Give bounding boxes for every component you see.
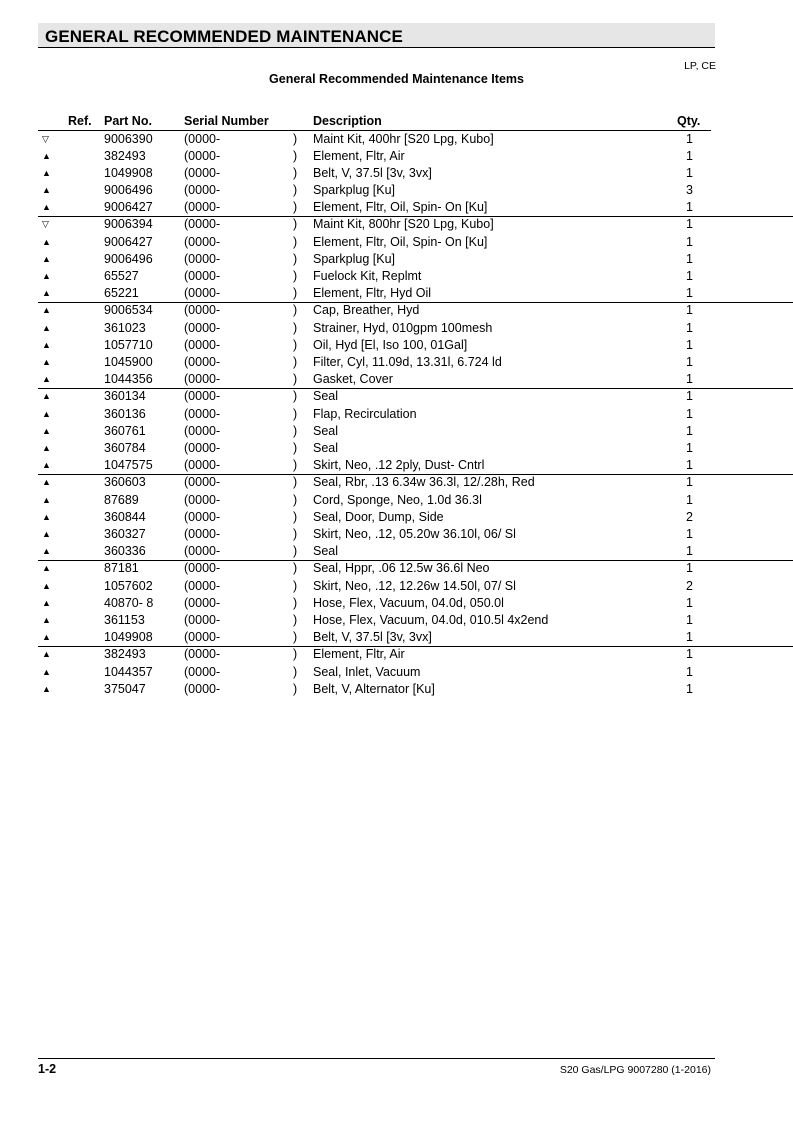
description: Maint Kit, 400hr [S20 Lpg, Kubo] (313, 132, 494, 146)
serial-number: (0000- (184, 217, 221, 231)
description: Seal, Door, Dump, Side (313, 510, 444, 524)
description: Hose, Flex, Vacuum, 04.0d, 050.0l (313, 596, 504, 610)
serial-close: ) (293, 561, 298, 575)
quantity: 1 (686, 458, 693, 472)
table-row (0, 595, 793, 612)
ref-marker: ▲ (42, 357, 51, 367)
serial-number: (0000- (184, 235, 221, 249)
table-row (0, 371, 793, 388)
table-row (0, 457, 793, 474)
quantity: 1 (686, 321, 693, 335)
serial-close: ) (293, 647, 298, 661)
description: Sparkplug [Ku] (313, 183, 395, 197)
serial-number: (0000- (184, 475, 221, 489)
quantity: 1 (686, 682, 693, 696)
serial-number: (0000- (184, 441, 221, 455)
parts-table (0, 131, 793, 698)
ref-marker: ▲ (42, 598, 51, 608)
col-header-part: Part No. (104, 114, 152, 128)
serial-close: ) (293, 665, 298, 679)
page-number: 1-2 (38, 1062, 57, 1076)
part-number: 9006427 (104, 235, 153, 249)
description: Element, Fltr, Oil, Spin- On [Ku] (313, 235, 488, 249)
serial-close: ) (293, 235, 298, 249)
ref-marker: ▲ (42, 460, 51, 470)
serial-number: (0000- (184, 458, 221, 472)
table-row (0, 612, 793, 629)
part-number: 1044357 (104, 665, 153, 679)
serial-close: ) (293, 286, 298, 300)
quantity: 3 (686, 183, 693, 197)
serial-number: (0000- (184, 665, 221, 679)
part-number: 9006427 (104, 200, 153, 214)
part-number: 361023 (104, 321, 146, 335)
serial-close: ) (293, 372, 298, 386)
serial-number: (0000- (184, 372, 221, 386)
ref-marker: ▲ (42, 409, 51, 419)
table-row (0, 423, 793, 440)
part-number: 1047575 (104, 458, 153, 472)
serial-close: ) (293, 493, 298, 507)
quantity: 1 (686, 217, 693, 231)
description: Seal (313, 544, 339, 558)
ref-marker: ▲ (42, 563, 51, 573)
serial-number: (0000- (184, 424, 221, 438)
table-row (0, 165, 793, 182)
ref-marker: ▲ (42, 426, 51, 436)
quantity: 1 (686, 372, 693, 386)
serial-number: (0000- (184, 269, 221, 283)
quantity: 1 (686, 407, 693, 421)
part-number: 9006496 (104, 183, 153, 197)
ref-marker: ▲ (42, 391, 51, 401)
part-number: 87181 (104, 561, 139, 575)
ref-marker: ▽ (42, 219, 49, 229)
ref-marker: ▲ (42, 632, 51, 642)
description: Belt, V, 37.5l [3v, 3vx] (313, 630, 432, 644)
quantity: 1 (686, 389, 693, 403)
table-row (0, 268, 793, 285)
quantity: 1 (686, 303, 693, 317)
part-number: 360327 (104, 527, 146, 541)
table-row (0, 629, 793, 646)
col-header-ref: Ref. (68, 114, 92, 128)
ref-marker: ▲ (42, 271, 51, 281)
description: Sparkplug [Ku] (313, 252, 395, 266)
serial-number: (0000- (184, 510, 221, 524)
table-row (0, 199, 793, 216)
table-row (0, 664, 793, 681)
serial-close: ) (293, 544, 298, 558)
part-number: 1057710 (104, 338, 153, 352)
ref-marker: ▲ (42, 202, 51, 212)
part-number: 1049908 (104, 166, 153, 180)
serial-close: ) (293, 441, 298, 455)
description: Skirt, Neo, .12, 05.20w 36.10l, 06/ Sl (313, 527, 516, 541)
serial-number: (0000- (184, 166, 221, 180)
ref-marker: ▲ (42, 495, 51, 505)
table-row (0, 148, 793, 165)
table-row (38, 646, 793, 664)
serial-number: (0000- (184, 493, 221, 507)
ref-marker: ▲ (42, 546, 51, 556)
table-row (38, 216, 793, 234)
serial-close: ) (293, 389, 298, 403)
part-number: 9006394 (104, 217, 153, 231)
description: Flap, Recirculation (313, 407, 417, 421)
ref-marker: ▲ (42, 288, 51, 298)
ref-marker: ▲ (42, 477, 51, 487)
serial-close: ) (293, 424, 298, 438)
ref-marker: ▲ (42, 443, 51, 453)
part-number: 375047 (104, 682, 146, 696)
part-number: 40870- 8 (104, 596, 154, 610)
quantity: 1 (686, 424, 693, 438)
document-reference: S20 Gas/LPG 9007280 (1-2016) (559, 1064, 711, 1076)
quantity: 1 (686, 200, 693, 214)
description: Gasket, Cover (313, 372, 393, 386)
serial-number: (0000- (184, 561, 221, 575)
table-row (0, 320, 793, 337)
table-row (0, 578, 793, 595)
ref-marker: ▲ (42, 667, 51, 677)
page-subtitle: General Recommended Maintenance Items (269, 72, 524, 86)
quantity: 1 (686, 596, 693, 610)
description: Cord, Sponge, Neo, 1.0d 36.3l (313, 493, 482, 507)
serial-close: ) (293, 132, 298, 146)
description: Element, Fltr, Air (313, 647, 405, 661)
serial-number: (0000- (184, 544, 221, 558)
table-row (38, 302, 793, 320)
table-row (0, 526, 793, 543)
quantity: 1 (686, 252, 693, 266)
serial-close: ) (293, 596, 298, 610)
description: Element, Fltr, Oil, Spin- On [Ku] (313, 200, 488, 214)
serial-number: (0000- (184, 321, 221, 335)
table-row (0, 234, 793, 251)
description: Skirt, Neo, .12 2ply, Dust- Cntrl (313, 458, 485, 472)
part-number: 9006534 (104, 303, 153, 317)
quantity: 1 (686, 527, 693, 541)
serial-number: (0000- (184, 149, 221, 163)
description: Oil, Hyd [El, Iso 100, 01Gal] (313, 338, 468, 352)
table-row (0, 406, 793, 423)
part-number: 360844 (104, 510, 146, 524)
description: Seal, Inlet, Vacuum (313, 665, 421, 679)
quantity: 1 (686, 630, 693, 644)
part-number: 87689 (104, 493, 139, 507)
serial-close: ) (293, 303, 298, 317)
column-headers (0, 114, 793, 130)
ref-marker: ▲ (42, 305, 51, 315)
description: Seal, Hppr, .06 12.5w 36.6l Neo (313, 561, 490, 575)
quantity: 1 (686, 493, 693, 507)
col-header-serial: Serial Number (184, 114, 269, 128)
quantity: 1 (686, 132, 693, 146)
ref-marker: ▲ (42, 374, 51, 384)
serial-close: ) (293, 183, 298, 197)
table-row (0, 543, 793, 560)
serial-close: ) (293, 579, 298, 593)
description: Cap, Breather, Hyd (313, 303, 420, 317)
serial-close: ) (293, 321, 298, 335)
table-row (0, 251, 793, 268)
table-row (0, 354, 793, 371)
serial-number: (0000- (184, 596, 221, 610)
ref-marker: ▲ (42, 340, 51, 350)
table-row (0, 509, 793, 526)
serial-number: (0000- (184, 183, 221, 197)
part-number: 1049908 (104, 630, 153, 644)
part-number: 65221 (104, 286, 139, 300)
part-number: 65527 (104, 269, 139, 283)
table-row (0, 440, 793, 457)
quantity: 1 (686, 561, 693, 575)
quantity: 1 (686, 613, 693, 627)
serial-number: (0000- (184, 338, 221, 352)
description: Strainer, Hyd, 010gpm 100mesh (313, 321, 493, 335)
quantity: 1 (686, 475, 693, 489)
ref-marker: ▲ (42, 323, 51, 333)
quantity: 1 (686, 544, 693, 558)
ref-marker: ▲ (42, 581, 51, 591)
serial-close: ) (293, 252, 298, 266)
description: Seal (313, 424, 339, 438)
part-number: 360336 (104, 544, 146, 558)
description: Belt, V, Alternator [Ku] (313, 682, 435, 696)
serial-number: (0000- (184, 355, 221, 369)
serial-number: (0000- (184, 647, 221, 661)
ref-marker: ▲ (42, 512, 51, 522)
serial-close: ) (293, 682, 298, 696)
description: Fuelock Kit, Replmt (313, 269, 422, 283)
quantity: 1 (686, 647, 693, 661)
quantity: 2 (686, 579, 693, 593)
model-codes: LP, CE (684, 60, 716, 72)
footer-divider (38, 1058, 715, 1059)
table-row (0, 131, 793, 148)
ref-marker: ▲ (42, 151, 51, 161)
serial-number: (0000- (184, 527, 221, 541)
part-number: 360136 (104, 407, 146, 421)
ref-marker: ▲ (42, 684, 51, 694)
serial-close: ) (293, 166, 298, 180)
table-row (0, 182, 793, 199)
ref-marker: ▲ (42, 529, 51, 539)
part-number: 382493 (104, 647, 146, 661)
ref-marker: ▲ (42, 254, 51, 264)
description: Seal, Rbr, .13 6.34w 36.3l, 12/.28h, Red (313, 475, 535, 489)
table-row (0, 681, 793, 698)
part-number: 360761 (104, 424, 146, 438)
ref-marker: ▲ (42, 237, 51, 247)
serial-number: (0000- (184, 286, 221, 300)
part-number: 1044356 (104, 372, 153, 386)
quantity: 2 (686, 510, 693, 524)
serial-number: (0000- (184, 630, 221, 644)
section-title: GENERAL RECOMMENDED MAINTENANCE (45, 27, 403, 46)
description: Belt, V, 37.5l [3v, 3vx] (313, 166, 432, 180)
quantity: 1 (686, 338, 693, 352)
table-row (38, 560, 793, 578)
serial-close: ) (293, 407, 298, 421)
serial-close: ) (293, 338, 298, 352)
part-number: 9006496 (104, 252, 153, 266)
section-header-bar (38, 23, 715, 48)
serial-number: (0000- (184, 303, 221, 317)
col-header-description: Description (313, 114, 382, 128)
description: Seal (313, 441, 339, 455)
serial-number: (0000- (184, 407, 221, 421)
serial-close: ) (293, 458, 298, 472)
serial-close: ) (293, 200, 298, 214)
quantity: 1 (686, 665, 693, 679)
description: Element, Fltr, Air (313, 149, 405, 163)
serial-close: ) (293, 149, 298, 163)
serial-number: (0000- (184, 132, 221, 146)
quantity: 1 (686, 235, 693, 249)
description: Hose, Flex, Vacuum, 04.0d, 010.5l 4x2end (313, 613, 549, 627)
description: Element, Fltr, Hyd Oil (313, 286, 432, 300)
quantity: 1 (686, 269, 693, 283)
serial-close: ) (293, 613, 298, 627)
ref-marker: ▽ (42, 134, 49, 144)
serial-close: ) (293, 217, 298, 231)
serial-number: (0000- (184, 682, 221, 696)
serial-close: ) (293, 355, 298, 369)
part-number: 1057602 (104, 579, 153, 593)
serial-close: ) (293, 510, 298, 524)
description: Filter, Cyl, 11.09d, 13.31l, 6.724 ld (313, 355, 502, 369)
quantity: 1 (686, 286, 693, 300)
serial-number: (0000- (184, 613, 221, 627)
serial-close: ) (293, 269, 298, 283)
quantity: 1 (686, 149, 693, 163)
table-row (0, 337, 793, 354)
part-number: 360603 (104, 475, 146, 489)
part-number: 360784 (104, 441, 146, 455)
description: Maint Kit, 800hr [S20 Lpg, Kubo] (313, 217, 494, 231)
serial-number: (0000- (184, 200, 221, 214)
description: Seal (313, 389, 339, 403)
ref-marker: ▲ (42, 649, 51, 659)
serial-number: (0000- (184, 252, 221, 266)
quantity: 1 (686, 166, 693, 180)
table-row (0, 492, 793, 509)
col-header-qty: Qty. (677, 114, 701, 128)
serial-number: (0000- (184, 579, 221, 593)
part-number: 360134 (104, 389, 146, 403)
ref-marker: ▲ (42, 185, 51, 195)
ref-marker: ▲ (42, 615, 51, 625)
serial-number: (0000- (184, 389, 221, 403)
serial-close: ) (293, 527, 298, 541)
quantity: 1 (686, 441, 693, 455)
serial-close: ) (293, 630, 298, 644)
table-row (0, 285, 793, 302)
part-number: 361153 (104, 613, 145, 627)
part-number: 1045900 (104, 355, 153, 369)
table-row (38, 474, 793, 492)
quantity: 1 (686, 355, 693, 369)
part-number: 9006390 (104, 132, 153, 146)
serial-close: ) (293, 475, 298, 489)
table-row (38, 388, 793, 406)
ref-marker: ▲ (42, 168, 51, 178)
part-number: 382493 (104, 149, 146, 163)
description: Skirt, Neo, .12, 12.26w 14.50l, 07/ Sl (313, 579, 516, 593)
